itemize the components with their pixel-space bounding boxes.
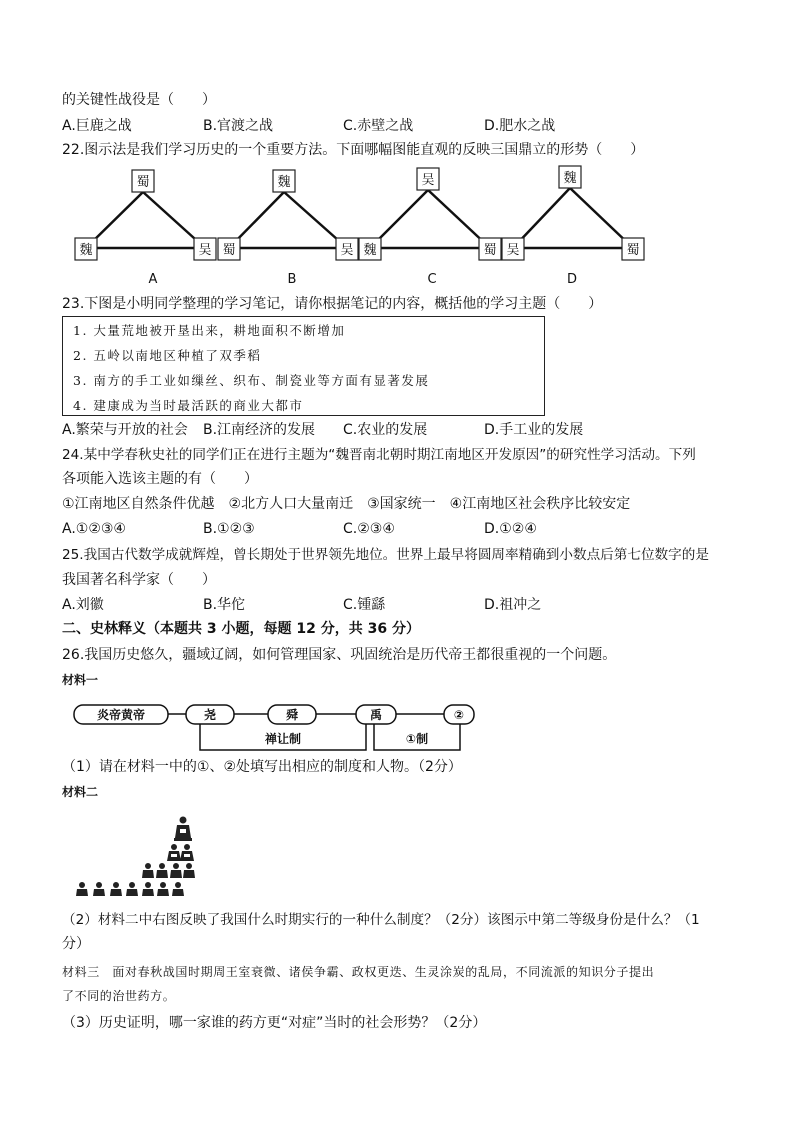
q26-sub1: （1）请在材料一中的①、②处填写出相应的制度和人物。（2分） [62, 759, 462, 775]
timeline-bracket-shanrang: 禅让制 [264, 732, 302, 746]
note-3: 3. 南方的手工业如缫丝、织布、制瓷业等方面有显著发展 [73, 373, 430, 388]
timeline-node-shun: 舜 [285, 708, 299, 722]
q21-option-a: A.巨鹿之战 [62, 118, 132, 134]
q26-sub2-line1: （2）材料二中右图反映了我国什么时期实行的一种什么制度？（2分）该图示中第二等级身份是什么？（1 [62, 912, 700, 928]
q21-stem-tail: 的关键性战役是（ ） [62, 92, 216, 108]
q23-option-d: D.手工业的发展 [484, 422, 584, 438]
timeline-node-yu: 禹 [369, 708, 383, 722]
note-1: 1. 大量荒地被开垦出来，耕地面积不断增加 [73, 323, 346, 338]
diagram-c-top: 吴 [421, 173, 435, 188]
q25-option-d: D.祖冲之 [484, 597, 542, 613]
note-4: 4. 建康成为当时最活跃的商业大都市 [73, 398, 304, 413]
q23-stem: 23.下图是小明同学整理的学习笔记，请你根据笔记的内容，概括他的学习主题（ ） [62, 296, 603, 312]
q23-notes-box [62, 316, 545, 416]
q26-intro: 26.我国历史悠久，疆域辽阔，如何管理国家、巩固统治是历代帝王都很重视的一个问题。 [62, 647, 617, 663]
diagram-a-left: 魏 [79, 243, 93, 258]
q25-option-c: C.锺繇 [343, 597, 386, 613]
q24-option-d: D.①②④ [484, 521, 537, 537]
diagram-a-right: 吴 [198, 243, 212, 258]
diagram-d-letter: D [566, 272, 578, 287]
q22-stem: 22.图示法是我们学习历史的一个重要方法。下面哪幅图能直观的反映三国鼎立的形势（ ） [62, 142, 645, 158]
q23-option-c: C.农业的发展 [343, 422, 428, 438]
diagram-b-letter: B [287, 272, 297, 287]
q23-option-a: A.繁荣与开放的社会 [62, 422, 188, 438]
q23-option-b: B.江南经济的发展 [203, 422, 316, 438]
timeline-node-yao: 尧 [203, 708, 217, 722]
material-1-label: 材料一 [62, 673, 99, 687]
q21-option-b: B.官渡之战 [203, 118, 274, 134]
q26-sub2-line2: 分） [62, 936, 90, 952]
section-2-heading: 二、史林释义（本题共 3 小题，每题 12 分，共 36 分） [62, 621, 420, 637]
q24-option-b: B.①②③ [203, 521, 255, 537]
diagram-a-top: 蜀 [136, 175, 150, 190]
timeline-node-blank-2: ② [453, 708, 465, 722]
q24-stem-line1: 24.某中学春秋史社的同学们正在进行主题为“魏晋南北朝时期江南地区开发原因”的研究性学习活动。下列 [62, 447, 696, 463]
q24-option-c: C.②③④ [343, 521, 395, 537]
diagram-c-right: 蜀 [483, 243, 497, 258]
diagram-a-letter: A [148, 272, 158, 287]
material-1-timeline [60, 695, 490, 755]
q24-stem-line2: 各项能入选该主题的有（ ） [62, 471, 258, 487]
diagram-b-left: 蜀 [222, 243, 236, 258]
q24-items: ①江南地区自然条件优越 ②北方人口大量南迁 ③国家统一 ④江南地区社会秩序比较安定 [62, 496, 631, 512]
q21-option-d: D.肥水之战 [484, 118, 556, 134]
diagram-b-right: 吴 [340, 243, 354, 258]
note-2: 2. 五岭以南地区种植了双季稻 [73, 348, 262, 363]
q25-option-b: B.华佗 [203, 597, 246, 613]
timeline-node-yandi-huangdi: 炎帝黄帝 [96, 708, 146, 722]
diagram-c-letter: C [427, 272, 437, 287]
material-3-line2: 了不同的治世药方。 [62, 989, 176, 1003]
timeline-bracket-blank-1: ①制 [405, 732, 429, 746]
q25-option-a: A.刘徽 [62, 597, 104, 613]
material-3-line1: 材料三 面对春秋战国时期周王室衰微、诸侯争霸、政权更迭、生灵涂炭的乱局，不同流派的知识分子提出 [62, 965, 655, 979]
q25-stem-line2: 我国著名科学家（ ） [62, 572, 216, 588]
q21-option-c: C.赤壁之战 [343, 118, 414, 134]
diagram-d-top: 魏 [563, 171, 577, 186]
q24-option-a: A.①②③④ [62, 521, 126, 537]
q26-sub3: （3）历史证明，哪一家谁的药方更“对症”当时的社会形势？（2分） [62, 1015, 487, 1031]
diagram-c-left: 魏 [363, 243, 377, 258]
material-2-label: 材料二 [62, 785, 99, 799]
diagram-d-left: 吴 [506, 243, 520, 258]
q22-triangle-diagrams [0, 160, 794, 290]
q25-stem-line1: 25.我国古代数学成就辉煌，曾长期处于世界领先地位。世界上最早将圆周率精确到小数点后第七位数字的是 [62, 547, 709, 563]
diagram-b-top: 魏 [277, 175, 291, 190]
feudal-hierarchy-pyramid-image [70, 812, 200, 902]
diagram-d-right: 蜀 [626, 243, 640, 258]
